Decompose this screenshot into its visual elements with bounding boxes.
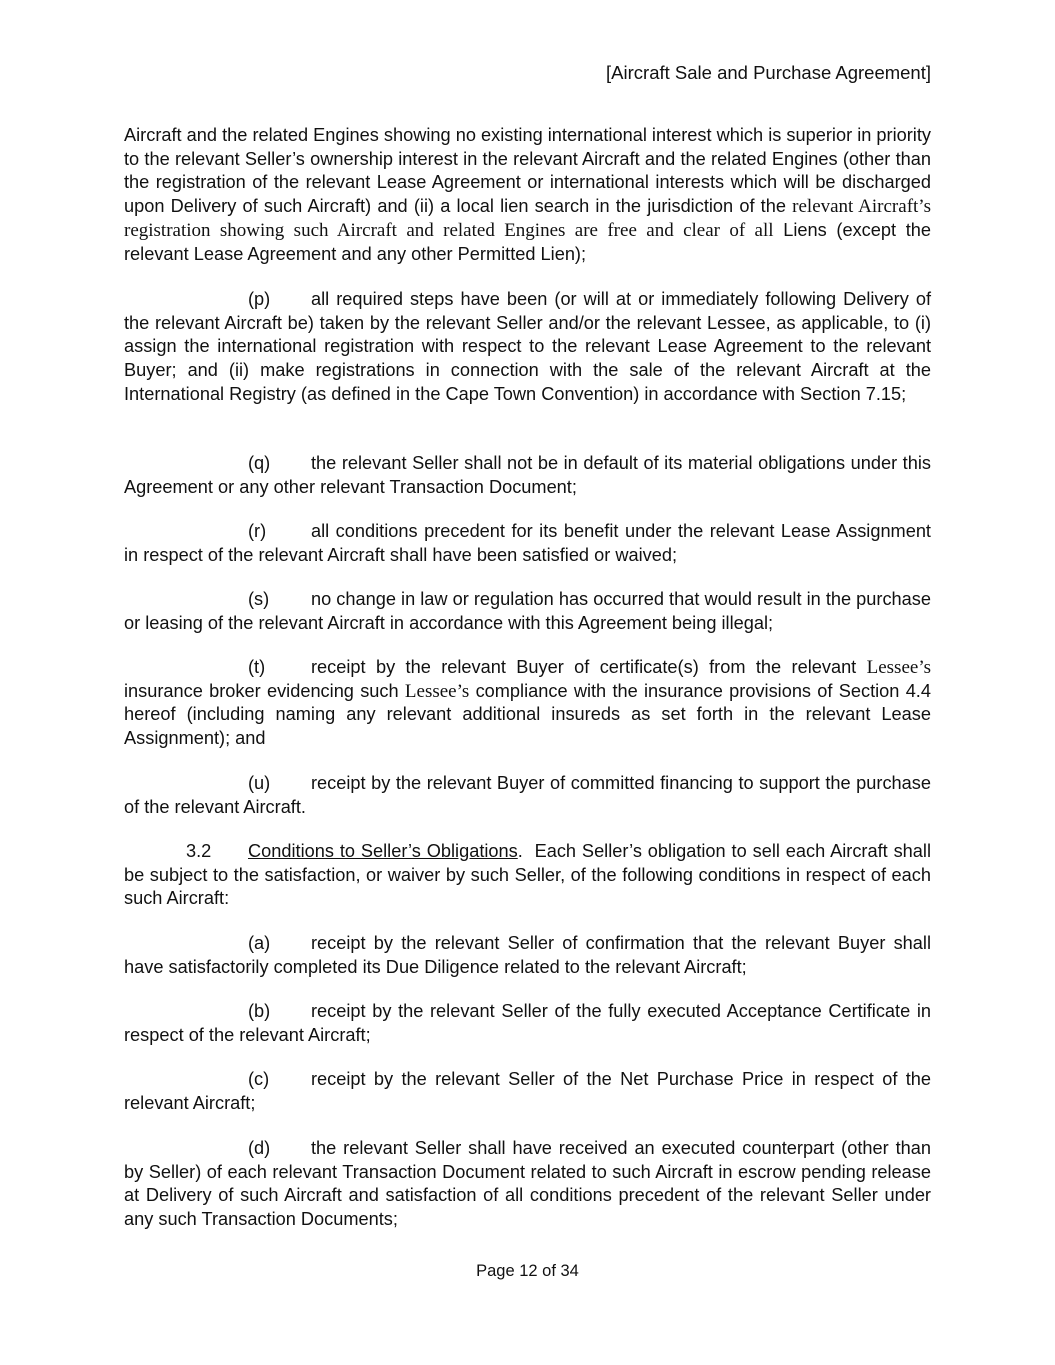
clause-label: (t) [248,657,266,677]
clause-text-b: insurance broker evidencing such [124,680,399,701]
clause-label: (u) [248,773,271,793]
page-number: Page 12 of 34 [476,1262,579,1280]
clause-text: no change in law or regulation has occurred that would result in the purchase or leasing of the relevant Aircraft in accordance with this Agreement being illegal; [124,589,931,633]
continuation-paragraph [124,124,931,266]
clause-label: (p) [248,289,271,309]
clause-t [124,656,931,751]
clause-label: (c) [248,1069,270,1089]
clause-u [124,772,931,819]
clause-text-a: receipt by the relevant Buyer of certificate(s) from the relevant [311,657,857,677]
clause-label: (q) [248,453,271,473]
section-number: 3.2 [186,841,212,861]
clause-q [124,452,931,499]
continuation-text-serif: relevant Aircraft’s registration showing such Aircraft and related Engines are free and clear of all [124,196,931,241]
continuation-text-1: Aircraft and the related Engines showing no existing international interest which is superior in priority to the relevant Seller’s ownership interest in the relevant Aircraft and the related Engines (other than the registration of the relevant Lease Agreement or international interests which will be discharged upon Delivery of such Aircraft) and (ii) a local lien search in the jurisdiction of the [124,125,931,217]
lessee-term: Lessee’s [866,657,931,678]
clause-label: (b) [248,1001,271,1021]
clause-text: receipt by the relevant Seller of the fully executed Acceptance Certificate in respect of the relevant Aircraft; [124,1001,931,1045]
clause-text: the relevant Seller shall not be in default of its material obligations under this Agreement or any other relevant Transaction Document; [124,453,931,497]
clause-text: the relevant Seller shall have received an executed counterpart (other than by Seller) of each relevant Transaction Document related to such Aircraft in escrow pending release at Delivery of such Aircraft and satisfaction of all conditions precedent of the relevant Seller under any such Transaction Documents; [124,1138,931,1230]
clause-p [124,288,931,407]
section-text: Each Seller’s obligation to sell each Aircraft shall be subject to the satisfaction, or waiver by such Seller, of the following conditions in respect of each such Aircraft: [124,841,931,909]
clause-label: (d) [248,1138,271,1158]
clause-b [124,1000,931,1047]
clause-label: (s) [248,589,270,609]
section-3-2 [124,840,931,911]
clause-label: (a) [248,933,271,953]
clause-text-c: compliance with the insurance provisions of Section 4.4 hereof (including naming any relevant additional insureds as set forth in the relevant Lease Assignment); and [124,680,931,749]
clause-r [124,520,931,567]
section-heading-end: . [517,841,523,861]
clause-text: all conditions precedent for its benefit under the relevant Lease Assignment in respect of the relevant Aircraft shall have been satisfied or waived; [124,521,931,565]
continuation-text-3: Liens (except the relevant Lease Agreement and any other Permitted Lien); [124,219,931,264]
clause-text: receipt by the relevant Seller of confirmation that the relevant Buyer shall have satisfactorily completed its Due Diligence related to the relevant Aircraft; [124,933,931,977]
clause-label: (r) [248,521,267,541]
clause-c [124,1068,931,1115]
section-heading: Conditions to Seller’s Obligations [248,841,518,861]
clause-a [124,932,931,979]
clause-text: all required steps have been (or will at or immediately following Delivery of the relevant Aircraft be) taken by the relevant Seller and/or the relevant Lessee, as applicable, to (i) assign the international registration with respect to the relevant Lease Agreement to the relevant Buyer; and (ii) make registrations in connection with the sale of the relevant Aircraft at the International Registry (as defined in the Cape Town Convention) in accordance with Section 7.15; [124,289,931,404]
lessee-term: Lessee’s [404,680,470,702]
clause-d [124,1137,931,1232]
clause-s [124,588,931,635]
clause-text: receipt by the relevant Buyer of committed financing to support the purchase of the relevant Aircraft. [124,773,931,817]
page-header: [Aircraft Sale and Purchase Agreement] [606,62,931,83]
clause-text: receipt by the relevant Seller of the Net Purchase Price in respect of the relevant Aircraft; [124,1069,931,1113]
